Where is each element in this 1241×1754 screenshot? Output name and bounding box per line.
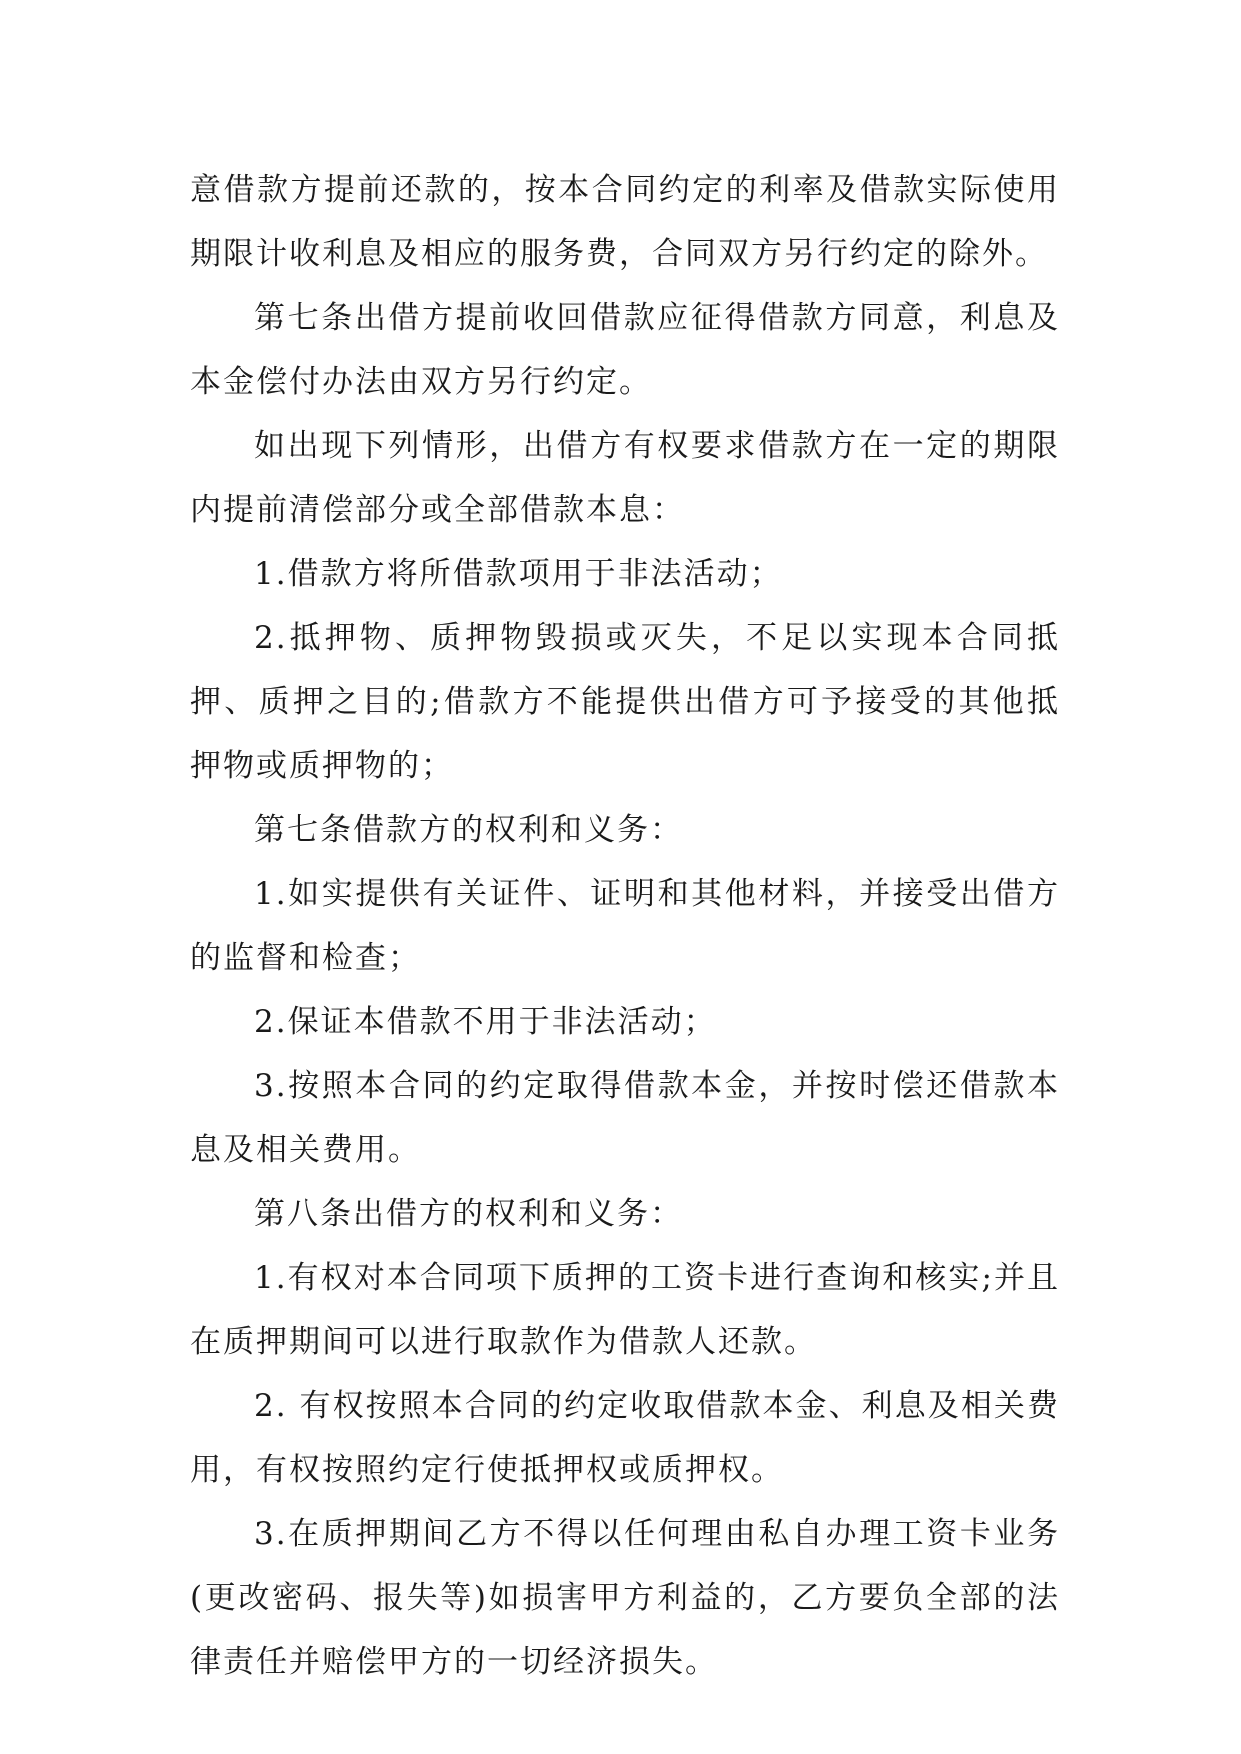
paragraph-5: 2.抵押物、质押物毁损或灭失，不足以实现本合同抵押、质押之目的;借款方不能提供出借方可予接受的其他抵押物或质押物的； bbox=[190, 620, 1060, 784]
paragraph-9: 3.按照本合同的约定取得借款本金，并按时偿还借款本息及相关费用。 bbox=[190, 1068, 1060, 1168]
paragraph-3: 如出现下列情形，出借方有权要求借款方在一定的期限内提前清偿部分或全部借款本息： bbox=[190, 428, 1060, 528]
paragraph-4: 1.借款方将所借款项用于非法活动； bbox=[254, 556, 783, 592]
document-body bbox=[190, 158, 1060, 1694]
paragraph-8: 2.保证本借款不用于非法活动； bbox=[254, 1004, 717, 1040]
paragraph-11: 1.有权对本合同项下质押的工资卡进行查询和核实;并且在质押期间可以进行取款作为借款人还款。 bbox=[190, 1260, 1060, 1360]
paragraph-1: 意借款方提前还款的，按本合同约定的利率及借款实际使用期限计收利息及相应的服务费，合同双方另行约定的除外。 bbox=[190, 172, 1060, 272]
paragraph-12: 2. 有权按照本合同的约定收取借款本金、利息及相关费用，有权按照约定行使抵押权或质押权。 bbox=[190, 1388, 1060, 1488]
paragraph-10: 第八条出借方的权利和义务： bbox=[254, 1196, 683, 1232]
paragraph-2: 第七条出借方提前收回借款应征得借款方同意，利息及本金偿付办法由双方另行约定。 bbox=[190, 300, 1060, 400]
paragraph-13: 3.在质押期间乙方不得以任何理由私自办理工资卡业务(更改密码、报失等)如损害甲方利益的，乙方要负全部的法律责任并赔偿甲方的一切经济损失。 bbox=[190, 1516, 1060, 1680]
paragraph-6: 第七条借款方的权利和义务： bbox=[254, 812, 683, 848]
paragraph-7: 1.如实提供有关证件、证明和其他材料，并接受出借方的监督和检查； bbox=[190, 876, 1060, 976]
